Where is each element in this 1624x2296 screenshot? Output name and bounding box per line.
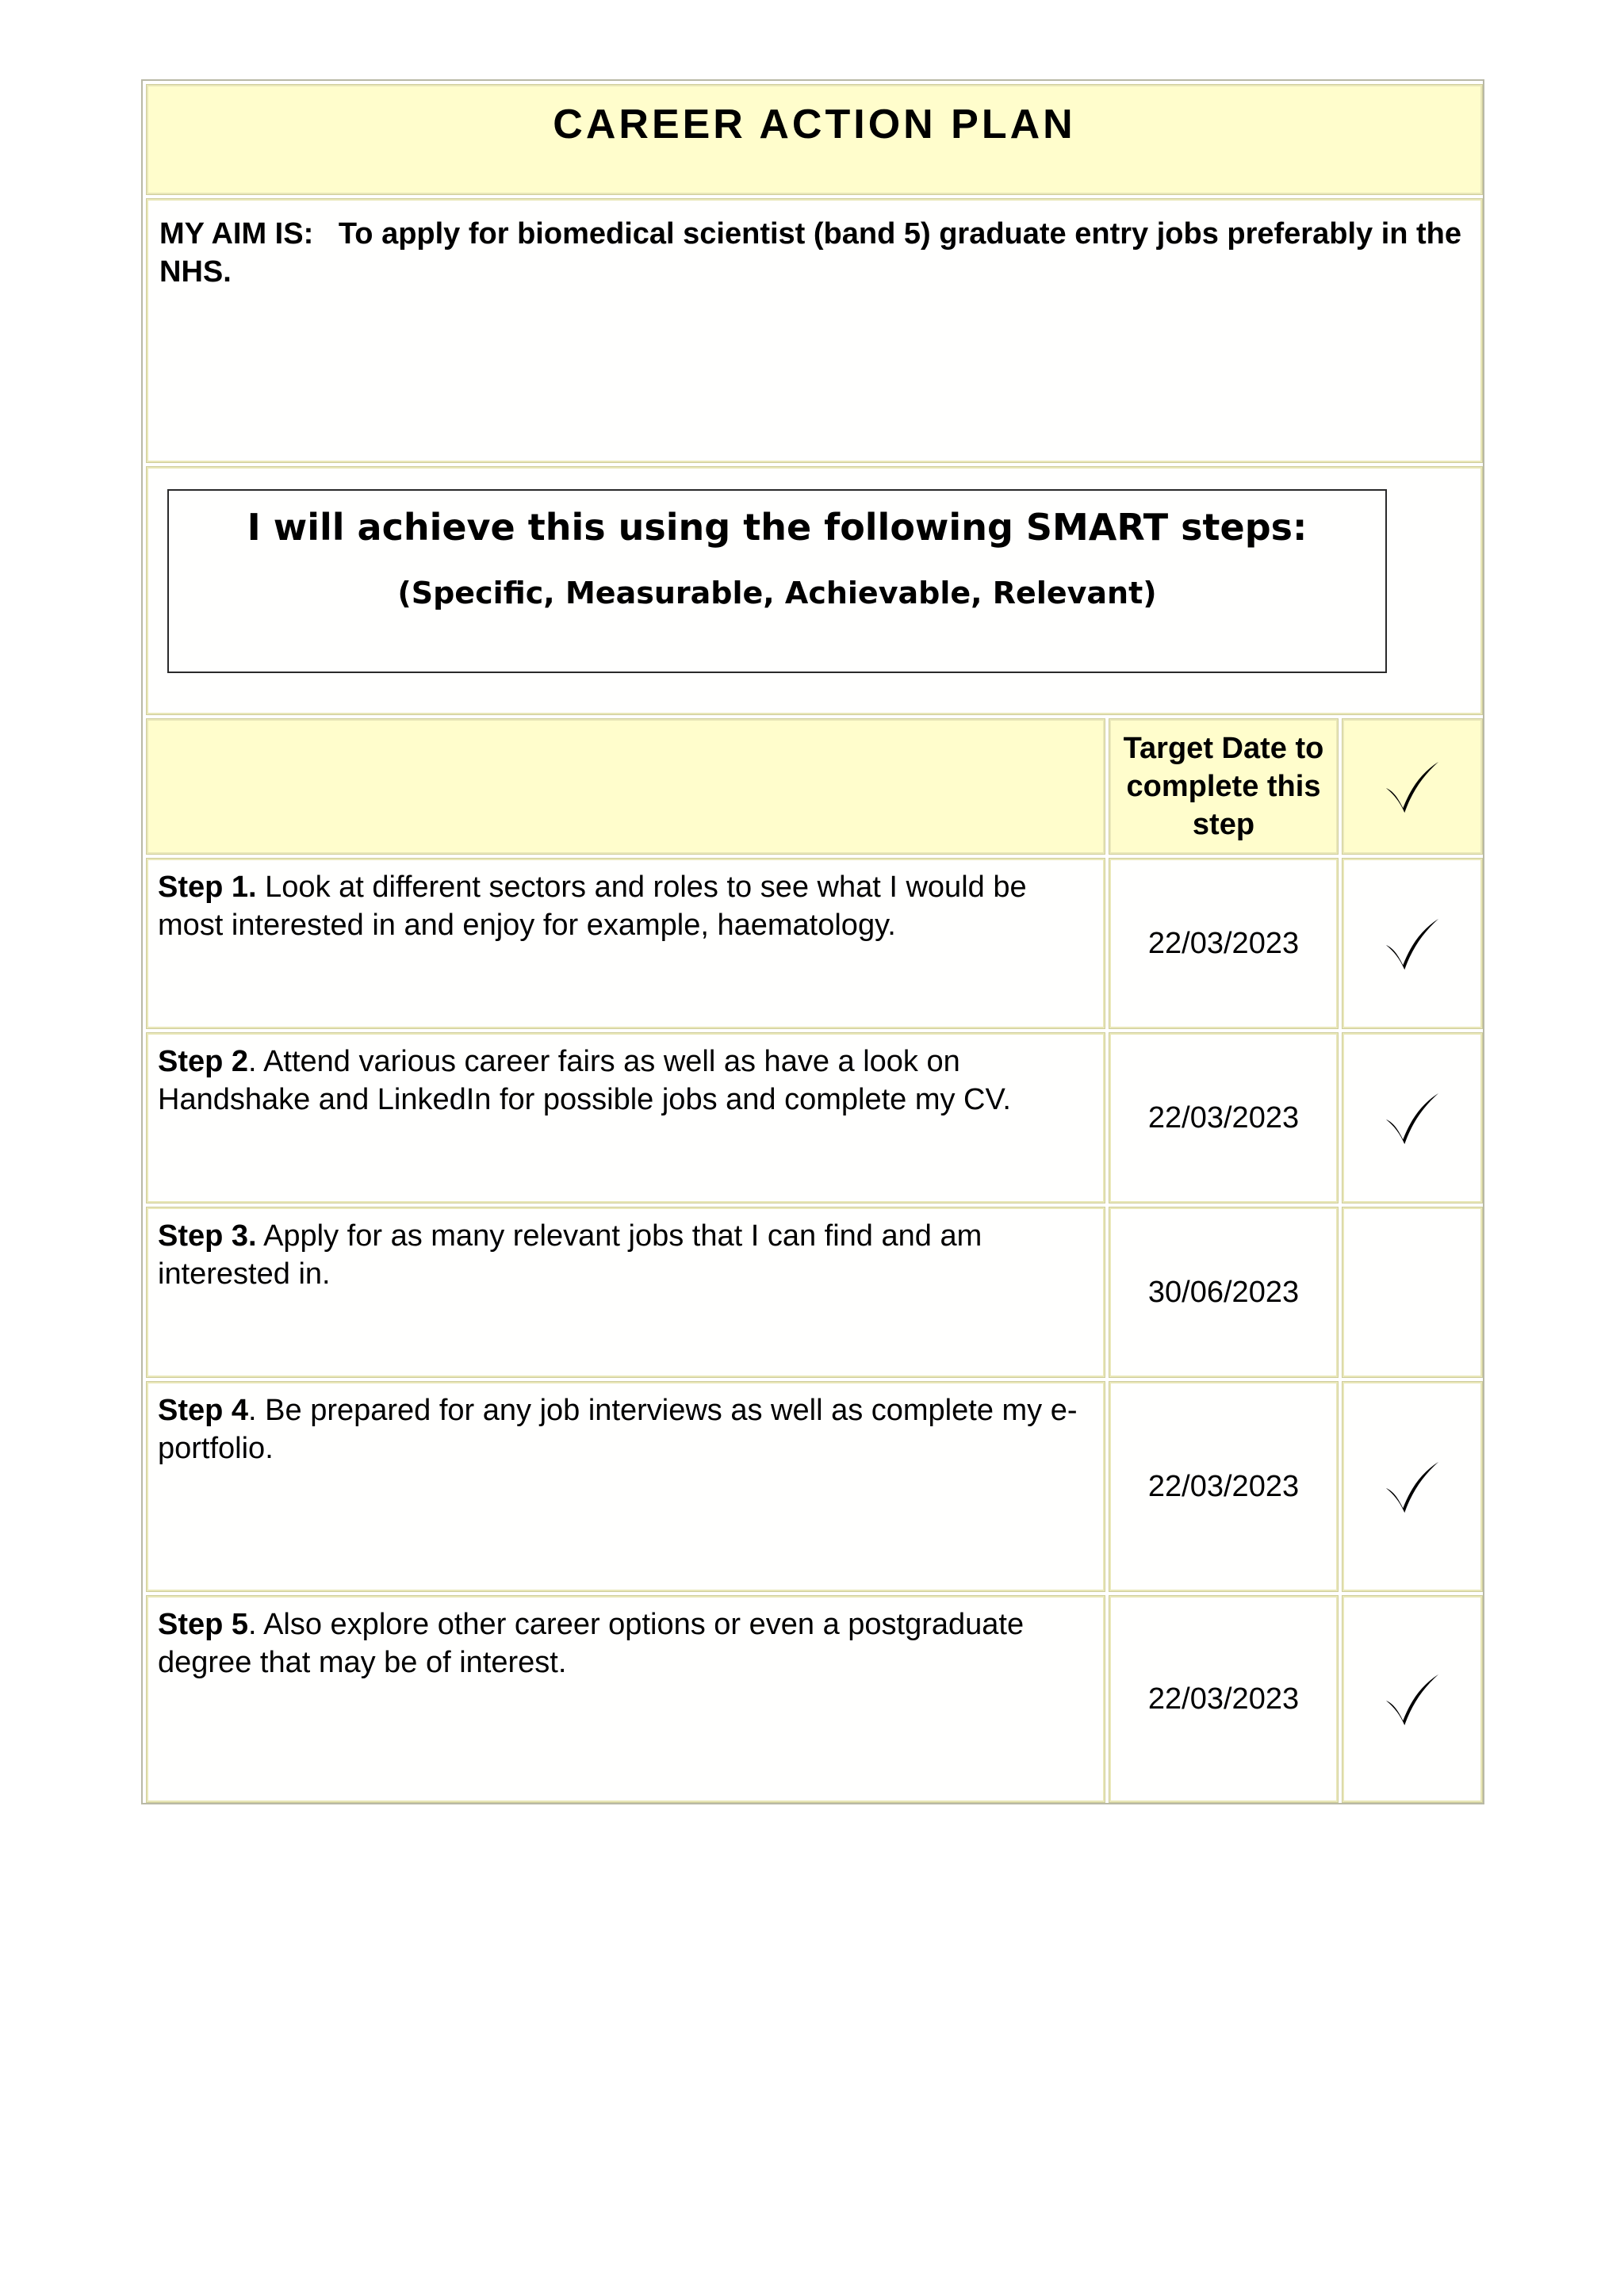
step-text: Look at different sectors and roles to see what I would be most interested in and enjoy for example, haematology. <box>158 871 1027 942</box>
page-title: CAREER ACTION PLAN <box>553 101 1076 147</box>
target-date: 30/06/2023 <box>1147 1275 1300 1309</box>
checkmark-icon <box>1381 757 1443 816</box>
checkmark-icon <box>1381 1089 1443 1147</box>
step-label: Step 3. <box>158 1219 257 1253</box>
step-cell <box>146 858 1105 1029</box>
step-text: . Also explore other career options or even a postgraduate degree that may be of interest. <box>158 1608 1025 1679</box>
step-text: . Be prepared for any job interviews as well as complete my e-portfolio. <box>158 1394 1078 1465</box>
target-date: 22/03/2023 <box>1147 1100 1300 1135</box>
checkmark-icon <box>1381 1670 1443 1728</box>
step-label: Step 4 <box>158 1394 249 1427</box>
career-action-plan-sheet <box>141 79 1484 1804</box>
target-date-cell <box>1109 1381 1339 1592</box>
smart-box <box>167 489 1387 673</box>
step-text: . Attend various career fairs as well as have a look on Handshake and LinkedIn for possible jobs and complete my CV. <box>158 1045 1011 1116</box>
checkmark-icon <box>1381 914 1443 973</box>
target-date-header <box>1109 718 1339 855</box>
step-column-header <box>146 718 1105 855</box>
smart-cell <box>146 466 1483 715</box>
completed-cell <box>1342 1032 1483 1203</box>
step-cell <box>146 1381 1105 1592</box>
target-date: 22/03/2023 <box>1147 926 1300 960</box>
step-cell <box>146 1207 1105 1378</box>
step-label: Step 2 <box>158 1045 249 1078</box>
target-date-cell <box>1109 1032 1339 1203</box>
smart-heading: I will achieve this using the following SMART steps: <box>247 506 1308 549</box>
target-date-cell <box>1109 1207 1339 1378</box>
step-cell <box>146 1595 1105 1803</box>
target-date-cell <box>1109 1595 1339 1803</box>
completed-column-header <box>1342 718 1483 855</box>
target-date-cell <box>1109 858 1339 1029</box>
target-date: 22/03/2023 <box>1147 1682 1300 1716</box>
step-text: Apply for as many relevant jobs that I can find and am interested in. <box>158 1219 982 1291</box>
target-date-header-label: Target Date to complete this step <box>1123 732 1324 841</box>
aim-label: MY AIM IS: <box>159 217 339 251</box>
completed-cell <box>1342 858 1483 1029</box>
completed-cell <box>1342 1381 1483 1592</box>
completed-cell <box>1342 1595 1483 1803</box>
checkmark-icon <box>1381 1457 1443 1516</box>
target-date: 22/03/2023 <box>1147 1469 1300 1503</box>
step-label: Step 1. <box>158 871 257 904</box>
step-label: Step 5 <box>158 1608 249 1641</box>
title-cell <box>146 84 1483 195</box>
step-cell <box>146 1032 1105 1203</box>
smart-subheading: (Specific, Measurable, Achievable, Relevant) <box>397 576 1157 610</box>
completed-cell <box>1342 1207 1483 1378</box>
aim-text: To apply for biomedical scientist (band 5) graduate entry jobs preferably in the NHS. <box>159 217 1462 289</box>
aim-cell <box>146 198 1483 463</box>
